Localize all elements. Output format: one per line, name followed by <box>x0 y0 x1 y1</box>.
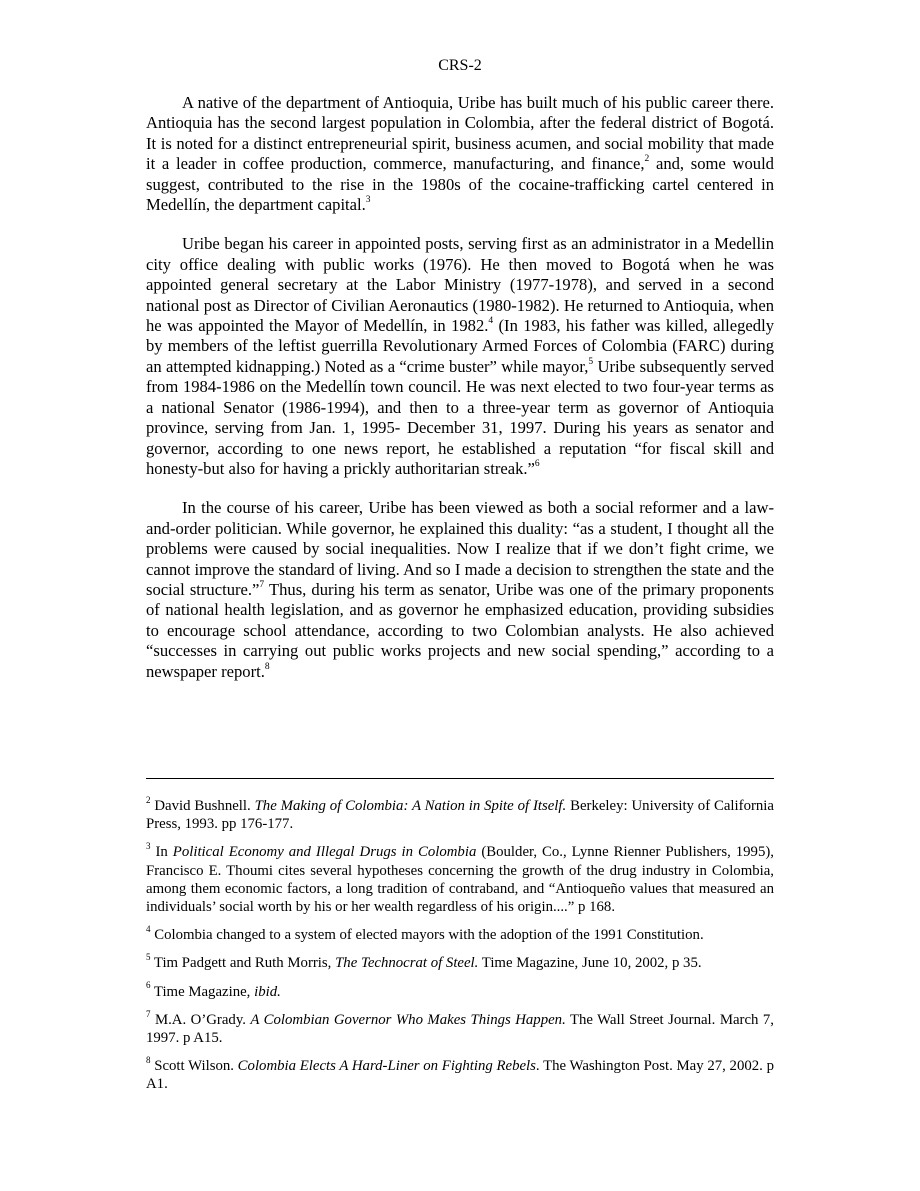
footnote-number: 2 <box>146 794 151 805</box>
footnote-text: Time Magazine, June 10, 2002, p 35. <box>478 955 702 972</box>
paragraph-reformer <box>146 498 774 682</box>
body-text <box>146 93 774 701</box>
footnote-title: The Technocrat of Steel. <box>335 955 479 972</box>
footnote-text: Colombia changed to a system of elected mayors with the adoption of the 1991 Constitution. <box>150 927 704 944</box>
footnote-8 <box>146 1054 774 1093</box>
footnote-ref: 8 <box>264 661 270 672</box>
footnote-text: Time Magazine, <box>150 983 255 1000</box>
footnote-text: The Wall Street Journal. March 7, 1997. p A15. <box>146 1011 774 1047</box>
footnote-text: David Bushnell. <box>150 798 255 814</box>
footnote-title: Political Economy and Illegal Drugs in Colombia <box>172 844 477 861</box>
footnote-6 <box>146 980 774 1001</box>
footnote-ref: 5 <box>588 356 594 367</box>
paragraph-text: Uribe subsequently served from 1984-1986 on the Medellín town council. He was next elected to two four-year terms as a national Senator (1986-1994), and then to a three-year term as governor of Antioquia province, serving from Jan. 1, 1995- December 31, 1997. During his years as senator and governor, according to one news report, he established a reputation “for fiscal skill and honesty-but also for having a prickly authoritarian streak.” <box>146 356 774 478</box>
footnote-7 <box>146 1008 774 1047</box>
paragraph-antioquia <box>146 93 774 215</box>
footnote-ref: 3 <box>365 195 371 206</box>
paragraph-text: A native of the department of Antioquia, Uribe has built much of his public career there. Antioquia has the second largest population in Colombia, after the federal district of Bogotá. It is noted for a distinct entrepreneurial spirit, business acumen, and social mobility that made it a leader in coffee production, commerce, manufacturing, and finance, <box>146 93 774 174</box>
footnote-text: M.A. O’Grady. <box>150 1011 251 1028</box>
footnote-number: 8 <box>146 1054 151 1065</box>
footnote-ref: 4 <box>488 316 494 327</box>
footnote-number: 4 <box>146 923 151 934</box>
page-number-header: CRS-2 <box>438 57 482 74</box>
footnote-text: . The Washington Post. May 27, 2002. p A1. <box>146 1058 774 1093</box>
footnote-ref: 7 <box>259 579 265 590</box>
footnote-title: ibid. <box>254 983 281 1000</box>
footnote-divider <box>146 778 774 779</box>
footnote-text: Scott Wilson. <box>150 1058 238 1075</box>
paragraph-text: and, some would suggest, contributed to the rise in the 1980s of the cocaine-trafficking cartel centered in Medellín, the department capital. <box>146 154 774 215</box>
footnote-text: Tim Padgett and Ruth Morris, <box>150 955 336 972</box>
footnote-number: 5 <box>146 952 151 963</box>
footnote-text: (Boulder, Co., Lynne Rienner Publishers, 1995), Francisco E. Thoumi cites several hypotheses concerning the growth of the drug industry in Colombia, among them economic factors, a long tradition of contraband, and “Antioqueño values that measured an individuals’ social worth by his or her wealth regardless of his origin....” p 168. <box>146 844 774 916</box>
footnote-text: Berkeley: University of California Press, 1993. pp 176-177. <box>146 798 774 833</box>
footnote-title: Colombia Elects A Hard-Liner on Fighting Rebels <box>237 1058 536 1075</box>
footnote-title: The Making of Colombia: A Nation in Spite of Itself. <box>254 798 567 814</box>
footnotes <box>146 794 774 1104</box>
paragraph-text: Thus, during his term as senator, Uribe was one of the primary proponents of national health legislation, and as governor he emphasized education, providing subsidies to encourage school attendance, according to two Colombian analysts. He also achieved “successes in carrying out public works projects and new social spending,” according to a newspaper report. <box>146 579 775 681</box>
footnote-ref: 2 <box>644 154 650 165</box>
footnote-number: 3 <box>146 841 151 852</box>
footnote-number: 6 <box>146 980 151 991</box>
footnote-text: In <box>150 844 173 861</box>
footnote-title: A Colombian Governor Who Makes Things Happen. <box>250 1011 566 1028</box>
footnote-ref: 6 <box>534 458 540 469</box>
paragraph-text: Uribe began his career in appointed posts, serving first as an administrator in a Medellin city office dealing with public works (1976). He then moved to Bogotá when he was appointed general secretary at the Labor Ministry (1977-1978), and served in a second national post as Director of Civilian Aeronautics (1980-1982). He returned to Antioquia, when he was appointed the Mayor of Medellín, in 1982. <box>146 234 774 336</box>
paragraph-text: In the course of his career, Uribe has been viewed as both a social reformer and a law-and-order politician. While governor, he explained this duality: “as a student, I thought all the problems were caused by social inequalities. Now I realize that if we don’t fight crime, we cannot improve the standard of living. And so I made a decision to strengthen the state and the social structure.” <box>146 498 774 599</box>
footnote-2 <box>146 794 774 833</box>
footnote-5 <box>146 954 774 972</box>
footnote-3 <box>146 843 774 916</box>
footnote-number: 7 <box>146 1008 151 1019</box>
paragraph-career <box>146 234 774 479</box>
paragraph-text: (In 1983, his father was killed, allegedly by members of the leftist guerrilla Revolutionary Armed Forces of Colombia (FARC) during an attempted kidnapping.) Noted as a “crime buster” while mayor, <box>146 316 774 376</box>
footnote-4 <box>146 923 774 944</box>
